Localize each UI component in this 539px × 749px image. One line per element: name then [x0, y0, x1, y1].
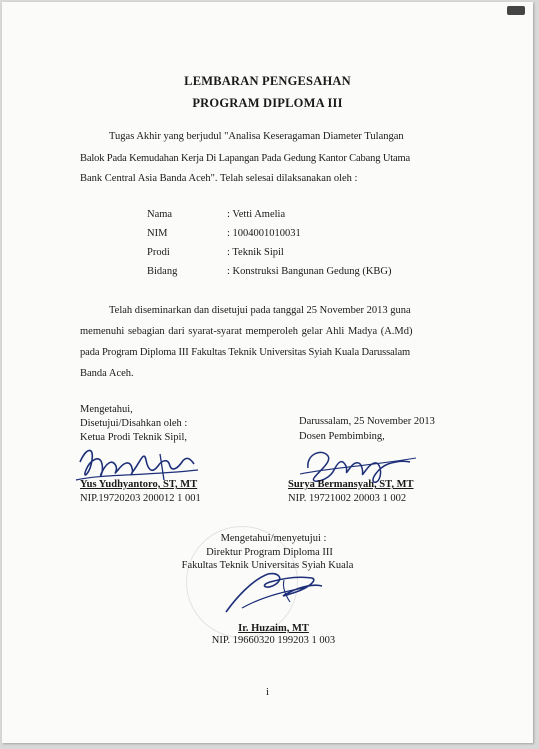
right-sig-place-date: Darussalam, 25 November 2013 — [299, 416, 435, 427]
biodata-value: : 1004001010031 — [227, 228, 301, 239]
biodata-label: NIM — [147, 228, 168, 239]
page-number: i — [265, 686, 270, 698]
left-sig-line: Ketua Prodi Teknik Sipil, — [80, 432, 187, 443]
page-subtitle: PROGRAM DIPLOMA III — [192, 96, 343, 110]
center-signatory-name: Ir. Huzaim, MT — [238, 623, 309, 634]
biodata-value: : Konstruksi Bangunan Gedung (KBG) — [227, 266, 392, 277]
center-sig-line: Mengetahui/menyetujui : — [220, 533, 327, 544]
document-page — [2, 2, 533, 743]
approval-line: memenuhi sebagian dari syarat-syarat memperoleh gelar Ahli Madya (A.Md) — [80, 326, 413, 337]
approval-line: pada Program Diploma III Fakultas Teknik Universitas Syiah Kuala Darussalam — [80, 347, 411, 358]
left-signatory-name: Yus Yudhyantoro, ST, MT — [80, 479, 198, 490]
approval-line: Banda Aceh. — [80, 368, 134, 379]
intro-line: Balok Pada Kemudahan Kerja Di Lapangan Pada Gedung Kantor Cabang Utama — [80, 153, 411, 164]
scan-mark — [507, 6, 525, 15]
approval-line: Telah diseminarkan dan disetujui pada tanggal 25 November 2013 guna — [109, 305, 411, 316]
center-signatory-nip: NIP. 19660320 199203 1 003 — [211, 635, 336, 646]
center-sig-line: Direktur Program Diploma III — [206, 547, 333, 558]
left-sig-line: Mengetahui, — [80, 404, 133, 415]
biodata-label: Bidang — [147, 266, 178, 277]
biodata-label: Nama — [147, 209, 173, 220]
biodata-label: Prodi — [147, 247, 170, 258]
center-sig-line: Fakultas Teknik Universitas Syiah Kuala — [181, 560, 354, 571]
biodata-value: : Teknik Sipil — [227, 247, 284, 258]
left-signatory-nip: NIP.19720203 200012 1 001 — [80, 493, 201, 504]
biodata-value: : Vetti Amelia — [227, 209, 286, 220]
intro-line: Bank Central Asia Banda Aceh". Telah selesai dilaksanakan oleh : — [80, 173, 358, 184]
right-signatory-nip: NIP. 19721002 20003 1 002 — [288, 493, 407, 504]
right-signatory-name: Surya Bermansyah, ST, MT — [288, 479, 414, 490]
intro-line: Tugas Akhir yang berjudul "Analisa Keseragaman Diameter Tulangan — [109, 131, 404, 142]
page-title: LEMBARAN PENGESAHAN — [184, 74, 351, 88]
right-sig-role: Dosen Pembimbing, — [299, 431, 385, 442]
left-sig-line: Disetujui/Disahkan oleh : — [80, 418, 188, 429]
center-signature-image — [212, 568, 332, 620]
